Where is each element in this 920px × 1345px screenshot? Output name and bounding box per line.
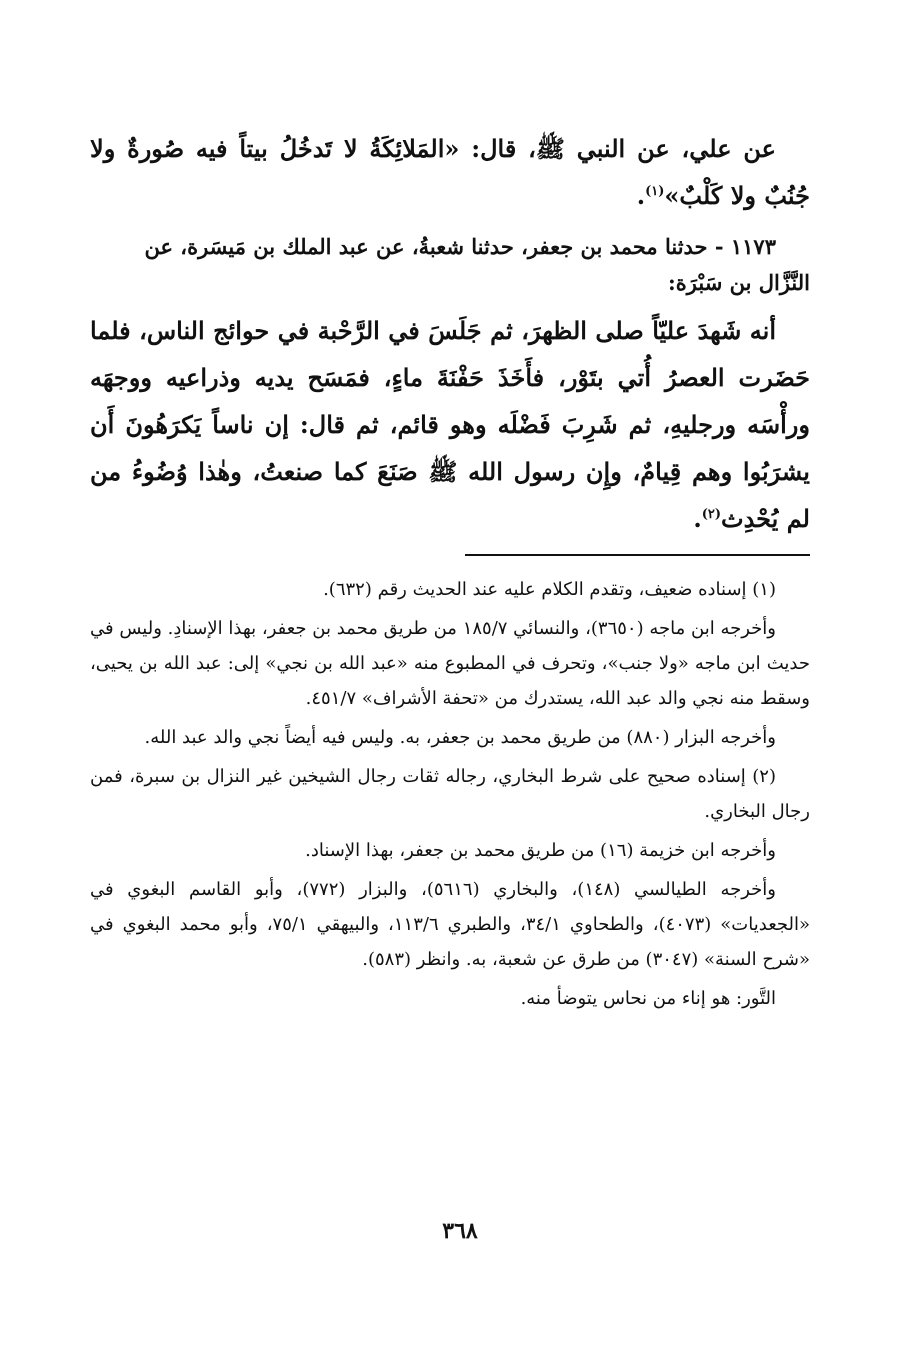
footnote-1: (١) إسناده ضعيف، وتقدم الكلام عليه عند الحديث رقم (٦٣٢).: [323, 579, 776, 600]
hadith-1173-end: .: [693, 504, 702, 533]
footnote-2-takhrij-b: وأخرجه الطيالسي (١٤٨)، والبخاري (٥٦١٦)، والبزار (٧٧٢)، وأبو القاسم البغوي في «الجعديات» (٤٠٧٣)، والطحاوي ٣٤/١، والطبري ١١٣/٦، والبيهقي ٧٥/١، وأبو محمد البغوي في «شرح السنة» (٣٠٤٧) من طرق عن شعبة، به. وانظر (٥٨٣).: [90, 879, 810, 970]
hadith-1173-isnad: [90, 229, 810, 301]
page-number: ٣٦٨: [442, 1218, 478, 1244]
footnote-ref-1[interactable]: (١): [645, 184, 665, 199]
hadith-1173-chain: - حدثنا محمد بن جعفر، حدثنا شعبةُ، عن عبد الملك بن مَيسَرة، عن النَّزَّال بن سَبْرَة:: [144, 234, 810, 295]
main-text-2: [90, 307, 810, 542]
footnote-2-gloss: التَّور: هو إناء من نحاس يتوضأ منه.: [520, 988, 776, 1009]
hadith-number: ١١٧٣: [730, 234, 776, 259]
footnote-1-takhrij-b: وأخرجه البزار (٨٨٠) من طريق محمد بن جعفر، به. وليس فيه أيضاً نجي والد عبد الله.: [144, 727, 776, 748]
footnote-2-takhrij-a: وأخرجه ابن خزيمة (١٦) من طريق محمد بن جعفر، بهذا الإسناد.: [305, 840, 776, 861]
footnote-ref-2[interactable]: (٢): [701, 507, 721, 522]
footnotes-section: [90, 572, 810, 1016]
hadith-1172-text: [90, 125, 810, 219]
footnote-2: (٢) إسناده صحيح على شرط البخاري، رجاله ثقات رجال الشيخين غير النزال بن سبرة، فمن رجال البخاري.: [90, 766, 810, 822]
hadith-1173-body: أنه شَهدَ عليّاً صلى الظهرَ، ثم جَلَسَ في الرَّحْبة في حوائج الناس، فلما حَضَرت العصرُ أُتي بتَوْر، فأَخَذَ حَفْنَةَ ماءٍ، فمَسَح يديه وذراعيه ووجهَه ورأْسَه ورجليهِ، ثم شَرِبَ فَضْلَه وهو قائم، ثم قال: إن ناساً يَكرَهُونَ أَن يشرَبُوا وهم قِيامٌ، وإِن رسول الله ﷺ صَنَعَ كما صنعتُ، وهٰذا وُضُوءُ من لم يُحْدِث: [90, 316, 810, 533]
hadith-1172-end: .: [636, 181, 646, 210]
page-body: [90, 125, 810, 1020]
hadith-1172-body: عن علي، عن النبي ﷺ، قال: «المَلائِكَةُ لا تَدخُلُ بيتاً فيه صُورةٌ ولا جُنُبٌ ولا كَلْبٌ»: [90, 134, 810, 210]
footnote-1-takhrij-a: وأخرجه ابن ماجه (٣٦٥٠)، والنسائي ١٨٥/٧ من طريق محمد بن جعفر، بهذا الإسنادِ. وليس في حديث ابن ماجه «ولا جنب»، وتحرف في المطبوع منه «عبد الله بن نجي» إلى: عبد الله بن يحيى، وسقط منه نجي والد عبد الله، يستدرك من «تحفة الأشراف» ٤٥١/٧.: [90, 618, 810, 709]
hadith-1173-text: [90, 307, 810, 542]
footnote-divider: [465, 554, 810, 556]
main-text: [90, 125, 810, 219]
